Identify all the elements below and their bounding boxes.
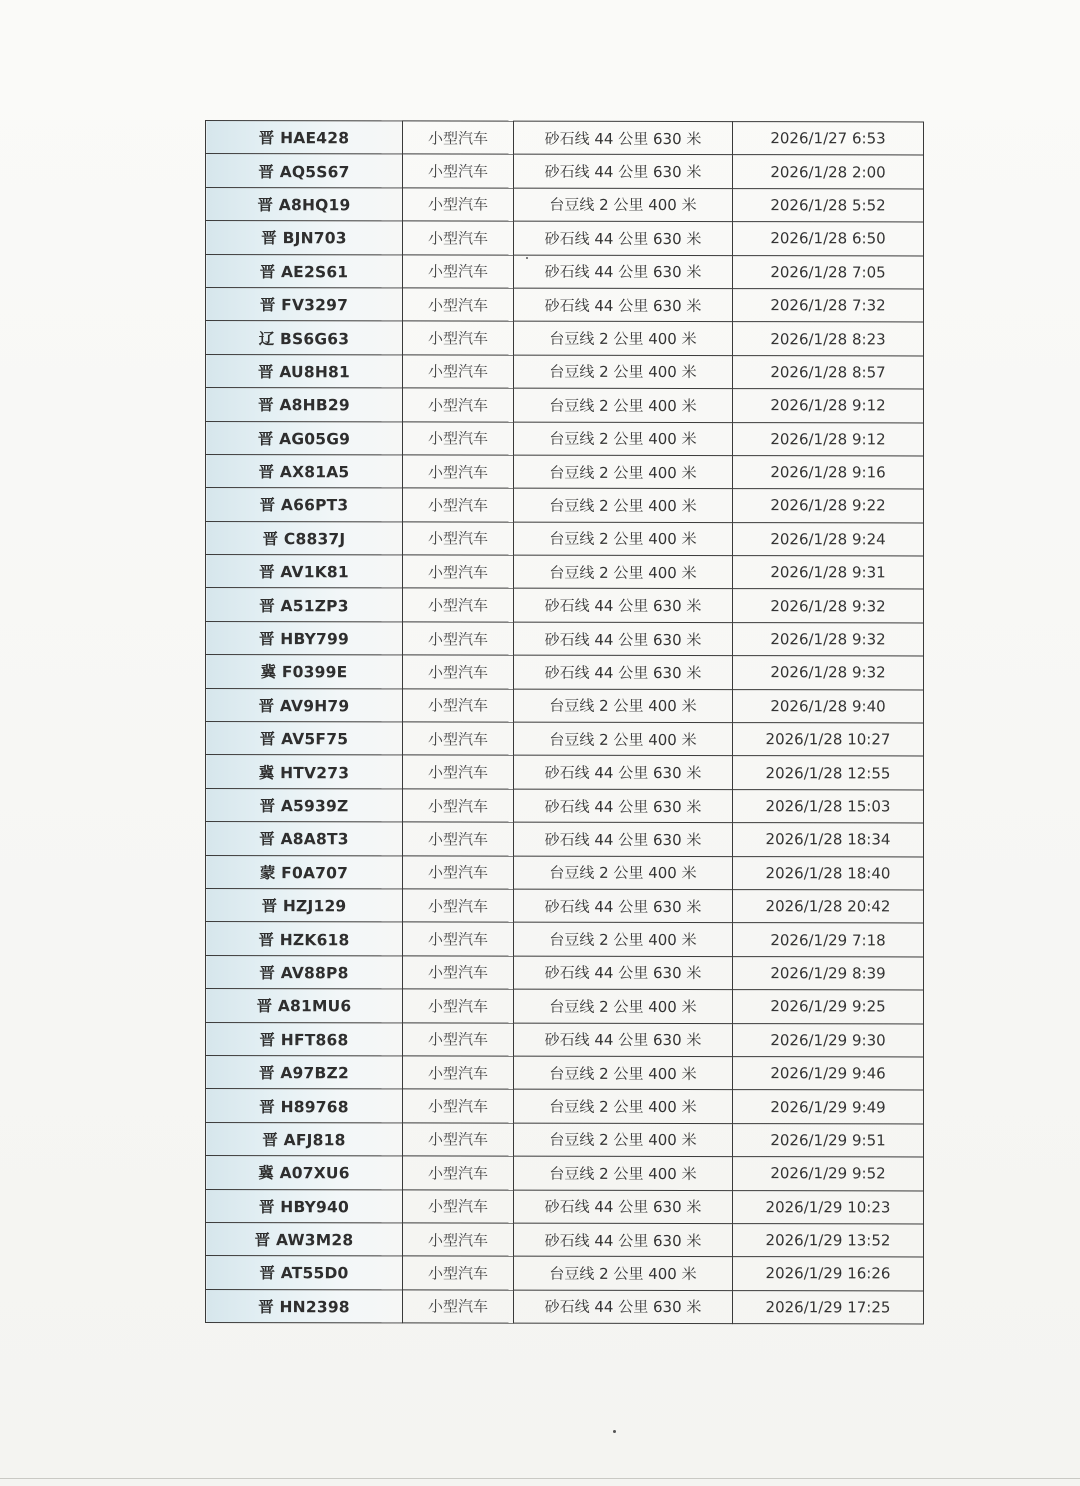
vehicle-type-cell: 小型汽车: [403, 922, 514, 956]
plate-number-cell: 晋 HAE428: [206, 121, 403, 155]
location-cell: 台豆线 2 公里 400 米: [514, 722, 733, 756]
plate-number-cell: 晋 AW3M28: [206, 1222, 403, 1256]
timestamp-cell: 2026/1/29 17:25: [733, 1290, 924, 1324]
plate-number-cell: 晋 A97BZ2: [206, 1055, 403, 1089]
timestamp-cell: 2026/1/28 9:31: [733, 556, 924, 590]
vehicle-type-cell: 小型汽车: [403, 856, 514, 890]
page-edge-line: [0, 1478, 1080, 1479]
plate-number-cell: 晋 HZJ129: [206, 888, 403, 922]
location-cell: 台豆线 2 公里 400 米: [514, 522, 733, 556]
location-cell: 台豆线 2 公里 400 米: [514, 1089, 733, 1123]
timestamp-cell: 2026/1/28 7:05: [733, 255, 924, 289]
table-row: [206, 621, 924, 656]
vehicle-type-cell: 小型汽车: [403, 755, 514, 789]
vehicle-type-cell: 小型汽车: [403, 455, 514, 489]
location-cell: 台豆线 2 公里 400 米: [514, 1123, 733, 1157]
timestamp-cell: 2026/1/28 12:55: [733, 756, 924, 790]
plate-number-cell: 晋 BJN703: [206, 221, 403, 255]
plate-number-cell: 晋 AE2S61: [206, 254, 403, 288]
table-row: [206, 1156, 924, 1191]
table-row: [206, 488, 924, 523]
vehicle-type-cell: 小型汽车: [403, 221, 514, 255]
vehicle-type-cell: 小型汽车: [403, 321, 514, 355]
plate-number-cell: 晋 A8A8T3: [206, 822, 403, 856]
plate-number-cell: 晋 A8HB29: [206, 388, 403, 422]
plate-number-cell: 晋 C8837J: [206, 521, 403, 555]
plate-number-cell: 晋 A66PT3: [206, 488, 403, 522]
location-cell: 台豆线 2 公里 400 米: [514, 388, 733, 422]
table-row: [206, 788, 924, 823]
location-cell: 台豆线 2 公里 400 米: [514, 1056, 733, 1090]
plate-number-cell: 晋 AQ5S67: [206, 154, 403, 188]
table-row: [206, 655, 924, 690]
location-cell: 砂石线 44 公里 630 米: [514, 121, 733, 155]
timestamp-cell: 2026/1/28 8:23: [733, 322, 924, 356]
vehicle-type-cell: 小型汽车: [403, 989, 514, 1023]
location-cell: 砂石线 44 公里 630 米: [514, 622, 733, 656]
timestamp-cell: 2026/1/28 9:32: [733, 622, 924, 656]
timestamp-cell: 2026/1/28 9:16: [733, 456, 924, 490]
table-row: [206, 588, 924, 623]
timestamp-cell: 2026/1/28 9:24: [733, 522, 924, 556]
timestamp-cell: 2026/1/29 8:39: [733, 956, 924, 990]
plate-number-cell: 晋 AX81A5: [206, 454, 403, 488]
location-cell: 砂石线 44 公里 630 米: [514, 288, 733, 322]
location-cell: 台豆线 2 公里 400 米: [514, 923, 733, 957]
table-row: [206, 354, 924, 389]
location-cell: 台豆线 2 公里 400 米: [514, 555, 733, 589]
timestamp-cell: 2026/1/29 9:30: [733, 1023, 924, 1057]
timestamp-cell: 2026/1/29 9:49: [733, 1090, 924, 1124]
vehicle-type-cell: 小型汽车: [403, 1223, 514, 1257]
plate-number-cell: 晋 AV1K81: [206, 555, 403, 589]
table-row: [206, 1256, 924, 1291]
timestamp-cell: 2026/1/29 9:51: [733, 1123, 924, 1157]
location-cell: 砂石线 44 公里 630 米: [514, 221, 733, 255]
plate-number-cell: 晋 HN2398: [206, 1289, 403, 1323]
location-cell: 砂石线 44 公里 630 米: [514, 589, 733, 623]
vehicle-type-cell: 小型汽车: [403, 655, 514, 689]
timestamp-cell: 2026/1/29 10:23: [733, 1190, 924, 1224]
timestamp-cell: 2026/1/29 16:26: [733, 1257, 924, 1291]
plate-number-cell: 晋 AV5F75: [206, 722, 403, 756]
timestamp-cell: 2026/1/29 13:52: [733, 1223, 924, 1257]
plate-number-cell: 晋 AV9H79: [206, 688, 403, 722]
location-cell: 砂石线 44 公里 630 米: [514, 956, 733, 990]
location-cell: 砂石线 44 公里 630 米: [514, 655, 733, 689]
vehicle-type-cell: 小型汽车: [403, 822, 514, 856]
plate-number-cell: 晋 AV88P8: [206, 955, 403, 989]
table-row: [206, 321, 924, 356]
table-row: [206, 1222, 924, 1257]
vehicle-type-cell: 小型汽车: [403, 722, 514, 756]
vehicle-type-cell: 小型汽车: [403, 154, 514, 188]
plate-number-cell: 晋 H89768: [206, 1089, 403, 1123]
location-cell: 台豆线 2 公里 400 米: [514, 188, 733, 222]
table-row: [206, 221, 924, 256]
plate-number-cell: 晋 A5939Z: [206, 788, 403, 822]
table-row: [206, 421, 924, 456]
timestamp-cell: 2026/1/28 9:22: [733, 489, 924, 523]
table-row: [206, 154, 924, 189]
table-row: [206, 888, 924, 923]
plate-number-cell: 冀 A07XU6: [206, 1156, 403, 1190]
table-row: [206, 287, 924, 322]
plate-number-cell: 晋 AFJ818: [206, 1122, 403, 1156]
vehicle-type-cell: 小型汽车: [403, 1189, 514, 1223]
location-cell: 台豆线 2 公里 400 米: [514, 1256, 733, 1290]
timestamp-cell: 2026/1/28 18:40: [733, 856, 924, 890]
timestamp-cell: 2026/1/28 20:42: [733, 890, 924, 924]
vehicle-type-cell: 小型汽车: [403, 588, 514, 622]
plate-number-cell: 晋 HBY940: [206, 1189, 403, 1223]
location-cell: 台豆线 2 公里 400 米: [514, 355, 733, 389]
table-row: [206, 1055, 924, 1090]
vehicle-type-cell: 小型汽车: [403, 689, 514, 723]
plate-number-cell: 晋 HBY799: [206, 621, 403, 655]
plate-number-cell: 晋 AT55D0: [206, 1256, 403, 1290]
plate-number-cell: 冀 HTV273: [206, 755, 403, 789]
vehicle-type-cell: 小型汽车: [403, 355, 514, 389]
location-cell: 砂石线 44 公里 630 米: [514, 1190, 733, 1224]
table-row: [206, 688, 924, 723]
location-cell: 台豆线 2 公里 400 米: [514, 1156, 733, 1190]
table-row: [206, 521, 924, 556]
plate-number-cell: 晋 HFT868: [206, 1022, 403, 1056]
vehicle-type-cell: 小型汽车: [403, 1022, 514, 1056]
table-row: [206, 187, 924, 222]
scan-speck: [613, 1430, 616, 1433]
timestamp-cell: 2026/1/28 9:12: [733, 422, 924, 456]
table-row: [206, 1189, 924, 1224]
vehicle-type-cell: 小型汽车: [403, 1123, 514, 1157]
location-cell: 砂石线 44 公里 630 米: [514, 756, 733, 790]
vehicle-type-cell: 小型汽车: [403, 1290, 514, 1324]
timestamp-cell: 2026/1/28 8:57: [733, 355, 924, 389]
timestamp-cell: 2026/1/29 9:46: [733, 1057, 924, 1091]
vehicle-type-cell: 小型汽车: [403, 889, 514, 923]
location-cell: 砂石线 44 公里 630 米: [514, 155, 733, 189]
table-row: [206, 388, 924, 423]
vehicle-type-cell: 小型汽车: [403, 1256, 514, 1290]
plate-number-cell: 蒙 F0A707: [206, 855, 403, 889]
table-row: [206, 755, 924, 790]
vehicle-type-cell: 小型汽车: [403, 789, 514, 823]
location-cell: 砂石线 44 公里 630 米: [514, 1023, 733, 1057]
timestamp-cell: 2026/1/28 9:32: [733, 656, 924, 690]
location-cell: 砂石线 44 公里 630 米: [514, 1290, 733, 1324]
timestamp-cell: 2026/1/28 9:12: [733, 389, 924, 423]
location-cell: 砂石线 44 公里 630 米: [514, 889, 733, 923]
vehicle-type-cell: 小型汽车: [403, 121, 514, 155]
table-row: [206, 1089, 924, 1124]
timestamp-cell: 2026/1/28 6:50: [733, 222, 924, 256]
location-cell: 台豆线 2 公里 400 米: [514, 321, 733, 355]
plate-number-cell: 晋 A51ZP3: [206, 588, 403, 622]
timestamp-cell: 2026/1/28 10:27: [733, 723, 924, 757]
plate-number-cell: 晋 FV3297: [206, 287, 403, 321]
vehicle-type-cell: 小型汽车: [403, 388, 514, 422]
vehicle-type-cell: 小型汽车: [403, 488, 514, 522]
vehicle-type-cell: 小型汽车: [403, 254, 514, 288]
location-cell: 砂石线 44 公里 630 米: [514, 789, 733, 823]
vehicle-type-cell: 小型汽车: [403, 1089, 514, 1123]
timestamp-cell: 2026/1/29 7:18: [733, 923, 924, 957]
vehicle-type-cell: 小型汽车: [403, 522, 514, 556]
vehicle-type-cell: 小型汽车: [403, 188, 514, 222]
location-cell: 砂石线 44 公里 630 米: [514, 822, 733, 856]
vehicle-type-cell: 小型汽车: [403, 622, 514, 656]
plate-number-cell: 晋 AU8H81: [206, 354, 403, 388]
table-row: [206, 855, 924, 890]
table-row: [206, 1122, 924, 1157]
table-body: [206, 121, 924, 1325]
table-row: [206, 822, 924, 857]
timestamp-cell: 2026/1/28 7:32: [733, 289, 924, 323]
plate-number-cell: 晋 AG05G9: [206, 421, 403, 455]
table-row: [206, 989, 924, 1024]
timestamp-cell: 2026/1/28 9:32: [733, 589, 924, 623]
location-cell: 台豆线 2 公里 400 米: [514, 422, 733, 456]
table-row: [206, 555, 924, 590]
timestamp-cell: 2026/1/28 18:34: [733, 823, 924, 857]
plate-number-cell: 晋 A8HQ19: [206, 187, 403, 221]
timestamp-cell: 2026/1/28 2:00: [733, 155, 924, 189]
timestamp-cell: 2026/1/29 9:25: [733, 990, 924, 1024]
vehicle-type-cell: 小型汽车: [403, 421, 514, 455]
plate-number-cell: 晋 HZK618: [206, 922, 403, 956]
vehicle-type-cell: 小型汽车: [403, 555, 514, 589]
table-row: [206, 1289, 924, 1324]
timestamp-cell: 2026/1/28 5:52: [733, 188, 924, 222]
table-row: [206, 454, 924, 489]
plate-number-cell: 冀 F0399E: [206, 655, 403, 689]
plate-number-cell: 辽 BS6G63: [206, 321, 403, 355]
table-row: [206, 121, 924, 156]
vehicle-records-table: [205, 120, 924, 1325]
table-row: [206, 254, 924, 289]
vehicle-type-cell: 小型汽车: [403, 288, 514, 322]
timestamp-cell: 2026/1/29 9:52: [733, 1157, 924, 1191]
table-row: [206, 922, 924, 957]
location-cell: 台豆线 2 公里 400 米: [514, 488, 733, 522]
plate-number-cell: 晋 A81MU6: [206, 989, 403, 1023]
location-cell: 台豆线 2 公里 400 米: [514, 689, 733, 723]
timestamp-cell: 2026/1/28 15:03: [733, 789, 924, 823]
location-cell: 砂石线 44 公里 630 米: [514, 255, 733, 289]
table-row: [206, 722, 924, 757]
timestamp-cell: 2026/1/27 6:53: [733, 122, 924, 156]
table-row: [206, 1022, 924, 1057]
location-cell: 台豆线 2 公里 400 米: [514, 989, 733, 1023]
location-cell: 砂石线 44 公里 630 米: [514, 1223, 733, 1257]
table-row: [206, 955, 924, 990]
timestamp-cell: 2026/1/28 9:40: [733, 689, 924, 723]
scan-speck: [526, 257, 528, 259]
location-cell: 台豆线 2 公里 400 米: [514, 455, 733, 489]
vehicle-type-cell: 小型汽车: [403, 1156, 514, 1190]
location-cell: 台豆线 2 公里 400 米: [514, 856, 733, 890]
vehicle-type-cell: 小型汽车: [403, 956, 514, 990]
vehicle-type-cell: 小型汽车: [403, 1056, 514, 1090]
